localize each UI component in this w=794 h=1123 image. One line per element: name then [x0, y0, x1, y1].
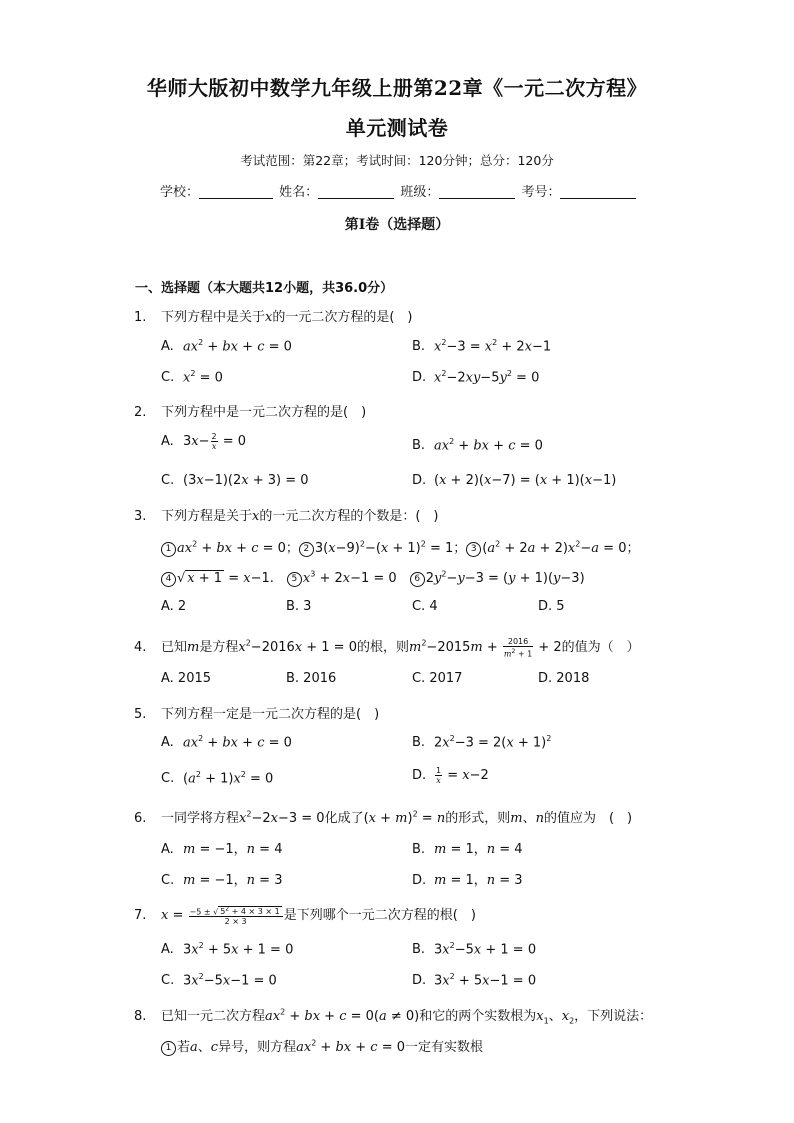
- question-7: 7. x = $\frac{-5 \pm √ 5^2 + 4 \times 3 \times 1}{2 \times 3}$ 是下列哪个一元二次方程的根( ): [134, 905, 476, 927]
- q2-option-d[interactable]: D. (x + 2)(x−7) = (x + 1)(x−1): [412, 473, 617, 488]
- section-title: 一、选择题（本大题共12小题，共36.0分）: [135, 281, 394, 296]
- exam-number-blank[interactable]: [560, 184, 636, 199]
- q7-option-d[interactable]: D. $3x^2 + 5x-1 = 0$: [412, 972, 537, 989]
- part-title: 第I卷（选择题）: [344, 217, 450, 233]
- question-5: 5. 下列方程一定是一元二次方程的是( ): [134, 707, 380, 722]
- q6-option-c[interactable]: C. m = −1，n = 3: [161, 873, 283, 888]
- q4-option-d[interactable]: D. 2018: [538, 671, 590, 686]
- exam-info: 考试范围：第22章；考试时间：120分钟；总分：120分: [240, 153, 554, 168]
- q3-equations-row2: 4 √ x + 1 = x−1. 5 $x^3 + 2x-1 = 0$ 6 $2y^2-y-3 = (y + 1)(y-3)$: [161, 567, 585, 587]
- q4-option-b[interactable]: B. 2016: [286, 671, 337, 686]
- q1-option-a[interactable]: A. $ax^2$ + bx + c = 0: [161, 338, 292, 355]
- question-number: 3.: [134, 509, 147, 524]
- name-blank[interactable]: [318, 184, 394, 199]
- q6-option-b[interactable]: B. m = 1，n = 4: [412, 842, 523, 857]
- q3-option-a[interactable]: A. 2: [161, 599, 187, 614]
- q5-option-c[interactable]: C. $(a^2 + 1)x^2 = 0$: [161, 770, 274, 787]
- student-fields: [160, 181, 638, 200]
- school-label: 学校：: [160, 185, 200, 200]
- q3-option-d[interactable]: D. 5: [538, 599, 565, 614]
- q1-option-b[interactable]: B. $x^2-3 = x^2 + 2x-1$: [412, 338, 552, 355]
- q4-option-c[interactable]: C. 2017: [412, 671, 463, 686]
- question-number: 7.: [134, 908, 147, 923]
- q8-statement-1: 1 若a、c异号，则方程$ax^2$ + bx + c = 0一定有实数根: [161, 1036, 483, 1056]
- q6-option-a[interactable]: A. m = −1，n = 4: [161, 842, 283, 857]
- question-6: 6. 一同学将方程$x^2-2x-3 = 0$化成了$(x + m)^2 = n$的形式，则m、n的值应为 ( ): [134, 809, 633, 826]
- question-number: 4.: [134, 640, 147, 655]
- q2-option-b[interactable]: B. $ax^2$ + bx + c = 0: [412, 437, 543, 454]
- question-number: 1.: [134, 310, 147, 325]
- q7-option-a[interactable]: A. $3x^2 + 5x + 1 = 0$: [161, 941, 294, 958]
- q3-option-b[interactable]: B. 3: [286, 599, 312, 614]
- question-2: 2. 下列方程中是一元二次方程的是( ): [134, 405, 367, 420]
- q4-option-a[interactable]: A. 2015: [161, 671, 212, 686]
- question-4: 4. 已知m是方程$x^2-2016x + 1 = 0$的根，则$m^2-2015m$ + $\frac{2016}{m^2 + 1}$ + 2的值为（ ）: [134, 636, 640, 659]
- question-8: 8. 已知一元二次方程$ax^2$ + bx + c = 0(a ≠ 0)和它的两个实数根为$x_1$、$x_2$，下列说法：: [134, 1007, 653, 1026]
- question-number: 8.: [134, 1009, 147, 1024]
- q5-option-a[interactable]: A. $ax^2$ + bx + c = 0: [161, 734, 292, 751]
- q1-option-c[interactable]: C. $x^2 = 0$: [161, 369, 223, 386]
- name-label: 姓名：: [279, 185, 319, 200]
- exam-title-line2: 单元测试卷: [345, 116, 449, 140]
- class-blank[interactable]: [439, 184, 515, 199]
- question-3: 3. 下列方程是关于x的一元二次方程的个数是：( ): [134, 509, 439, 524]
- q2-option-a[interactable]: A. 3x− $\frac{2}{x}$ = 0: [161, 432, 247, 451]
- q7-option-b[interactable]: B. $3x^2-5x + 1 = 0$: [412, 941, 537, 958]
- q2-option-c[interactable]: C. (3x−1)(2x + 3) = 0: [161, 473, 309, 488]
- q5-option-b[interactable]: B. $2x^2-3 = 2(x + 1)^2$: [412, 734, 552, 751]
- question-number: 2.: [134, 405, 147, 420]
- q5-option-d[interactable]: D. $\frac{1}{x}$ = x−2: [412, 766, 489, 785]
- exam-number-label: 考号：: [521, 185, 561, 200]
- question-number: 5.: [134, 707, 147, 722]
- exam-title-line1: 华师大版初中数学九年级上册第22章《一元二次方程》: [146, 76, 648, 100]
- q3-equations-row1: 1 $ax^2$ + bx + c = 0； 2 $3(x-9)^2-(x + 1)^2 = 1$； 3 $(a^2 + 2a + 2)x^2-a = 0$；: [161, 537, 639, 557]
- question-number: 6.: [134, 811, 147, 826]
- q1-option-d[interactable]: D. $x^2-2xy-5y^2 = 0$: [412, 369, 540, 386]
- question-1: 1. 下列方程中是关于x的一元二次方程的是( ): [134, 310, 413, 325]
- q3-option-c[interactable]: C. 4: [412, 599, 438, 614]
- q6-option-d[interactable]: D. m = 1，n = 3: [412, 873, 523, 888]
- school-blank[interactable]: [199, 184, 273, 199]
- q7-option-c[interactable]: C. $3x^2-5x-1 = 0$: [161, 972, 277, 989]
- class-label: 班级：: [400, 185, 440, 200]
